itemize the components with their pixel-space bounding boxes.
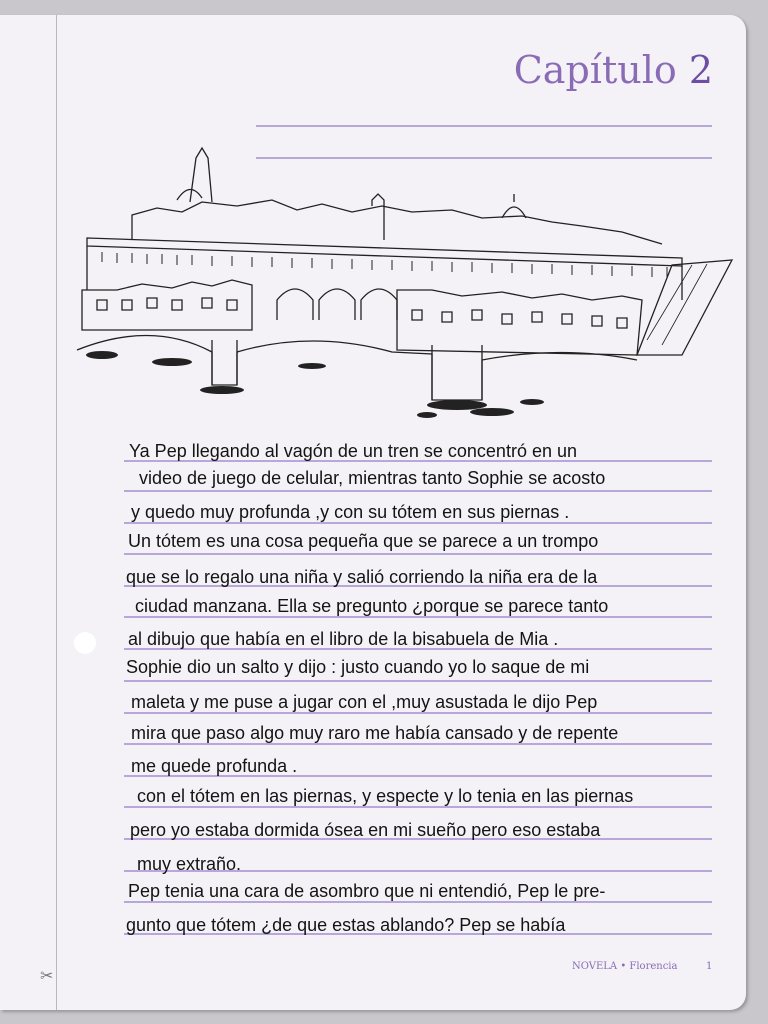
text-line: Ya Pep llegando al vagón de un tren se concentró en un — [129, 441, 577, 461]
scissors-icon: ✂ — [40, 968, 54, 985]
bridge-illustration — [62, 140, 742, 425]
text-rule — [124, 553, 712, 555]
text-line: Pep tenia una cara de asombro que ni entendió, Pep le pre- — [128, 881, 606, 901]
text-line: pero yo estaba dormida ósea en mi sueño pero eso estaba — [130, 820, 601, 840]
text-line: muy extraño. — [137, 854, 242, 874]
footer-label: NOVELA • Florencia — [572, 961, 678, 972]
text-line: ciudad manzana. Ella se pregunto ¿porque se parece tanto — [135, 596, 609, 616]
text-line: al dibujo que había en el libro de la bisabuela de Mia . — [128, 629, 559, 649]
text-line: gunto que tótem ¿de que estas ablando? Pep se había — [126, 915, 566, 935]
text-line: Un tótem es una cosa pequeña que se parece a un trompo — [128, 531, 599, 551]
text-line: con el tótem en las piernas, y especte y lo tenia en las piernas — [137, 786, 634, 806]
text-line: mira que paso algo muy raro me había cansado y de repente — [131, 723, 619, 743]
chapter-title — [514, 48, 713, 92]
text-line: me quede profunda . — [131, 756, 298, 776]
text-rule — [124, 680, 712, 682]
text-rule — [124, 490, 712, 492]
text-line: que se lo regalo una niña y salió corriendo la niña era de la — [126, 567, 598, 587]
chapter-number: 2 — [688, 48, 713, 92]
text-line: y quedo muy profunda ,y con su tótem en sus piernas . — [131, 502, 570, 522]
chapter-label: Capítulo — [513, 48, 677, 92]
text-line: video de juego de celular, mientras tanto Sophie se acosto — [139, 468, 606, 488]
text-line: Sophie dio un salto y dijo : justo cuando yo lo saque de mi — [126, 657, 590, 677]
page-number: 1 — [706, 961, 713, 972]
title-rule — [256, 125, 712, 127]
text-line: maleta y me puse a jugar con el ,muy asustada le dijo Pep — [131, 692, 598, 712]
